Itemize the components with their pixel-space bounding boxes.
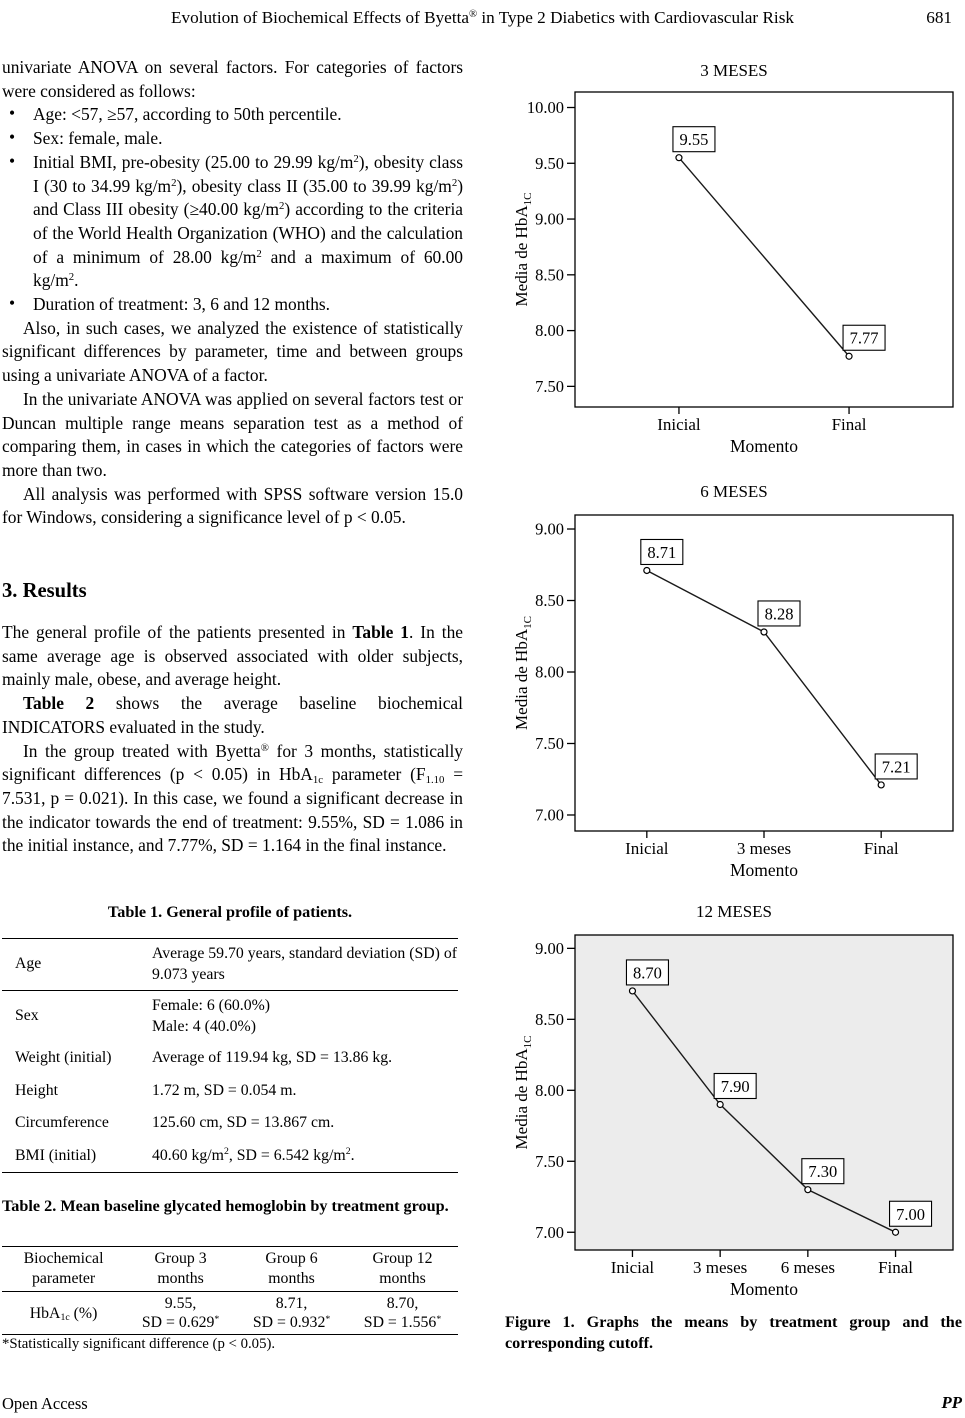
table1-row-label: Age	[2, 939, 152, 991]
bullet-item-sex	[2, 127, 463, 151]
data-point-label: 7.30	[808, 1162, 838, 1182]
table2-header: Biochemical parameter	[2, 1247, 125, 1292]
paragraph-results-1: The general profile of the patients presented in Table 1. In the same average age is observed associated with older subjects, mainly male, obese, and average height.	[2, 622, 464, 690]
data-point-marker	[893, 1229, 899, 1235]
x-tick-label: Inicial	[625, 839, 669, 858]
data-point-label: 7.00	[896, 1204, 925, 1224]
x-tick-label: 3 meses	[736, 839, 792, 858]
x-axis-title: Momento	[729, 436, 799, 456]
paragraph-results-2: Table 2 shows the average baseline biochemical INDICATORS evaluated in the study.	[2, 693, 463, 737]
y-axis-title: Media de HbA$_{1C}$	[512, 1035, 534, 1150]
bullet-icon: •	[9, 127, 16, 148]
section-heading-results: 3. Results	[2, 580, 87, 602]
x-tick-label: 6 meses	[780, 1258, 835, 1277]
paragraph-results-3: In the group treated with Byetta® for 3 months, statistically significant differences (p < 0.05) in HbA$_{1c}$ parameter ($F_{1.10} = 7.531$, p = 0.021). In this case, we found a significant decrease in the indicator towards the end of treatment: 9.55%, SD = 1.086 in the initial instance, and 7.77%, SD = 1.164 in the final instance.	[2, 740, 464, 856]
data-point-label: 8.70	[633, 963, 662, 983]
paragraph-intro: univariate ANOVA on several factors. For categories of factors were considered as follows:	[2, 57, 463, 101]
data-point-marker	[717, 1101, 723, 1107]
y-axis-title: Media de HbA$_{1C}$	[512, 616, 534, 730]
footer-journal-abbr: PP	[941, 1393, 962, 1412]
table2-cell: 8.71, SD = 0.932*	[252, 1295, 331, 1331]
left-column-text	[2, 56, 463, 530]
y-tick-label: 8.00	[535, 321, 564, 341]
y-tick-label: 7.50	[535, 376, 564, 396]
y-tick-label: 8.50	[535, 1009, 564, 1029]
table1-row-label: BMI (initial)	[15, 1146, 97, 1164]
table1-row-value: 40.60 $kg/m^2$, SD = 6.542 $kg/m^2$.	[152, 1146, 355, 1164]
chart-3-meses	[505, 55, 963, 459]
bullet-text: Initial BMI, pre-obesity (25.00 to 29.99 $kg/m^2$), obesity class I (30 to 34.99 $kg/m^2$), obesity class II (35.00 to 39.99 $kg/m^2$) and Class III obesity (≥40.00 $kg/m^2$) according to the criteria of the World Health Organization (WHO) and the calculation of a minimum of 28.00 $kg/m^2$ and a maximum of 60.00 $kg/m^2$.	[33, 151, 463, 291]
data-point-label: 8.28	[764, 604, 794, 624]
x-axis-title: Momento	[729, 860, 799, 880]
data-point-marker	[676, 155, 682, 161]
bullet-list	[2, 103, 463, 316]
y-tick-label: 7.00	[535, 1222, 564, 1242]
paragraph-anova: In the univariate ANOVA was applied on several factors test or Duncan multiple range means separation test as a method of comparing them, in cases in which the categories of factors were more than two.	[2, 388, 463, 480]
y-tick-label: 8.50	[535, 265, 564, 285]
chart-12-meses	[505, 895, 963, 1307]
table2-header: Group 6 months	[236, 1247, 347, 1292]
y-tick-label: 7.50	[535, 1151, 564, 1171]
table-row	[2, 939, 458, 991]
bullet-icon: •	[9, 150, 16, 171]
bullet-text: Sex: female, male.	[33, 128, 163, 149]
y-tick-label: 9.00	[535, 209, 564, 229]
figure-caption: Figure 1. Graphs the means by treatment group and the corresponding cutoff.	[505, 1313, 962, 1352]
x-tick-label: Inicial	[610, 1258, 655, 1277]
data-point-marker	[629, 988, 635, 994]
table2-title: Table 2. Mean baseline glycated hemoglobin by treatment group.	[2, 1197, 449, 1215]
page-header-title: Evolution of Biochemical Effects of Byetta® in Type 2 Diabetics with Cardiovascular Risk	[171, 8, 794, 27]
footer-open-access: Open Access	[2, 1394, 88, 1413]
table-row	[2, 1075, 458, 1108]
table2-cell: 8.70, SD = 1.556*	[363, 1295, 442, 1331]
table2-header: Group 12 months	[347, 1247, 458, 1292]
bullet-item-age	[2, 103, 463, 127]
plot-area	[575, 515, 953, 831]
table-row	[2, 991, 458, 1043]
table1-row-label: Circumference	[15, 1114, 109, 1131]
x-tick-label: Final	[831, 415, 867, 434]
chart-6-meses	[505, 478, 963, 882]
bullet-item-bmi	[2, 151, 463, 293]
paragraph-also: Also, in such cases, we analyzed the existence of statistically significant differences by parameter, time and between groups using a univariate ANOVA of a factor.	[2, 317, 463, 386]
table1-general-profile	[2, 938, 458, 1173]
table1-row-value: Average of 119.94 kg, SD = 13.86 kg.	[152, 1049, 393, 1066]
y-axis-title: Media de HbA$_{1C}$	[512, 192, 534, 307]
paragraph-spss: All analysis was performed with SPSS software version 15.0 for Windows, considering a significance level of p < 0.05.	[2, 483, 463, 528]
y-tick-label: 9.00	[535, 938, 564, 958]
x-tick-label: Final	[863, 839, 899, 858]
table2-footnote: *Statistically significant difference (p < 0.05).	[2, 1336, 276, 1352]
table-header-row	[2, 1247, 458, 1292]
data-point-marker	[846, 353, 852, 359]
table-row	[2, 1140, 458, 1173]
chart-title: 12 MESES	[695, 902, 773, 921]
data-point-label: 9.55	[679, 130, 709, 150]
plot-area	[575, 92, 953, 407]
table1-row-label: Sex	[15, 1007, 39, 1025]
table2-row-label: HbA$_{1c}$ (%)	[29, 1304, 98, 1324]
data-point-marker	[878, 782, 884, 788]
y-tick-label: 7.00	[535, 805, 564, 825]
table1-row-value: 1.72 m, SD = 0.054 m.	[152, 1081, 297, 1099]
table1-row-value: Average 59.70 years, standard deviation (SD) of 9.073 years	[152, 939, 458, 991]
x-tick-label: Final	[878, 1258, 914, 1277]
bullet-text: Age: <57, ≥57, according to 50th percentile.	[33, 104, 342, 125]
y-tick-label: 7.50	[535, 733, 564, 753]
y-tick-label: 10.00	[526, 98, 564, 118]
table-row	[2, 1042, 458, 1075]
data-point-marker	[805, 1187, 811, 1193]
y-tick-label: 8.00	[535, 1080, 564, 1100]
table1-title: Table 1. General profile of patients.	[107, 903, 353, 921]
x-tick-label: 3 meses	[693, 1258, 748, 1277]
bullet-icon: •	[9, 293, 16, 314]
y-tick-label: 8.00	[535, 662, 564, 682]
table1-row-label: Height	[15, 1081, 58, 1099]
x-tick-label: Inicial	[657, 415, 701, 434]
bullet-item-duration	[2, 293, 463, 317]
bullet-text: Duration of treatment: 3, 6 and 12 months.	[33, 294, 331, 315]
chart-title: 6 MESES	[700, 482, 768, 501]
data-point-label: 7.21	[881, 757, 911, 777]
page-number: 681	[926, 8, 952, 27]
y-tick-label: 9.00	[535, 519, 564, 539]
y-tick-label: 8.50	[535, 591, 564, 611]
table2-cell: 9.55, SD = 0.629*	[141, 1295, 220, 1331]
bullet-icon: •	[9, 103, 16, 124]
table1-row-label: Weight (initial)	[15, 1049, 112, 1066]
x-axis-title: Momento	[729, 1279, 799, 1299]
data-point-marker	[761, 629, 767, 635]
data-point-label: 7.90	[720, 1076, 750, 1096]
table-row	[2, 1292, 458, 1335]
table1-row-value: 125.60 cm, SD = 13.867 cm.	[152, 1114, 335, 1131]
table2-header: Group 3 months	[125, 1247, 236, 1292]
table1-row-value: Female: 6 (60.0%) Male: 4 (40.0%)	[152, 997, 271, 1035]
data-point-marker	[644, 567, 650, 573]
table-row	[2, 1107, 458, 1140]
chart-title: 3 MESES	[700, 61, 768, 80]
table2-hemoglobin	[2, 1246, 458, 1335]
data-point-label: 8.71	[647, 542, 677, 562]
results-text	[2, 621, 463, 858]
data-point-label: 7.77	[849, 328, 879, 348]
y-tick-label: 9.50	[535, 153, 564, 173]
